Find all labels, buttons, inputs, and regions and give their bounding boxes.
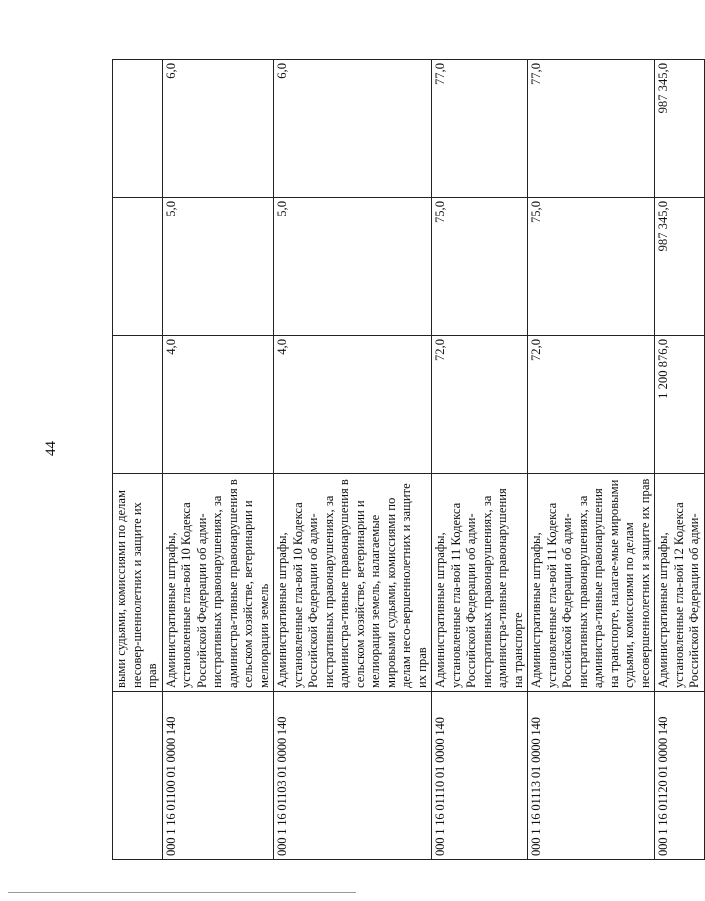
table-row	[274, 60, 432, 860]
revenue-code-cell	[113, 692, 163, 860]
value-cell-2	[113, 198, 163, 336]
value-cell-2: 75,0	[528, 198, 655, 336]
value-cell-2: 987 345,0	[655, 198, 705, 336]
value-cell-3: 987 345,0	[655, 60, 705, 198]
table-row	[528, 60, 655, 860]
value-cell-1: 1 200 876,0	[655, 336, 705, 474]
table-row	[432, 60, 528, 860]
table-row	[113, 60, 163, 860]
revenue-name-cell: выми судьями, комиссиями по делам несовер-шеннолетних и защите их прав	[113, 474, 163, 692]
value-cell-1: 4,0	[274, 336, 432, 474]
value-cell-2: 5,0	[274, 198, 432, 336]
revenue-code-cell: 000 1 16 01120 01 0000 140	[655, 692, 705, 860]
value-cell-3	[113, 60, 163, 198]
value-cell-3: 77,0	[528, 60, 655, 198]
value-cell-1: 4,0	[162, 336, 274, 474]
rotated-table-container	[112, 60, 701, 860]
revenue-name-cell: Административные штрафы, установленные гла-вой 11 Кодекса Российской Федерации об адми-нистративных правонарушениях, за администра-тивные правонарушения на транспорте, налагае-мые мировыми судьями, комиссиями по делам несовершеннолетних и защите их прав	[528, 474, 655, 692]
revenue-name-cell: Административные штрафы, установленные гла-вой 10 Кодекса Российской Федерации об адми-нистративных правонарушениях, за администра-тивные правонарушения в сельском хозяйстве, ветеринарии и мелиорации земель, налагаемые мировыми судьями, комиссиями по делам несо-вершеннолетних и защите их прав	[274, 474, 432, 692]
revenue-code-cell: 000 1 16 01100 01 0000 140	[162, 692, 274, 860]
revenue-code-cell: 000 1 16 01113 01 0000 140	[528, 692, 655, 860]
page-number: 44	[43, 441, 59, 456]
value-cell-2: 75,0	[432, 198, 528, 336]
value-cell-3: 6,0	[162, 60, 274, 198]
value-cell-2: 5,0	[162, 198, 274, 336]
revenue-name-cell: Административные штрафы, установленные гла-вой 11 Кодекса Российской Федерации об адми-нистративных правонарушениях, за администра-тивные правонарушения на транспорте	[432, 474, 528, 692]
table-row	[655, 60, 705, 860]
revenue-code-cell: 000 1 16 01110 01 0000 140	[432, 692, 528, 860]
value-cell-1: 72,0	[432, 336, 528, 474]
bottom-rule	[8, 892, 356, 893]
value-cell-3: 77,0	[432, 60, 528, 198]
table-row	[162, 60, 274, 860]
value-cell-3: 6,0	[274, 60, 432, 198]
revenue-name-cell: Административные штрафы, установленные гла-вой 10 Кодекса Российской Федерации об адми-нистративных правонарушениях, за администра-тивные правонарушения в сельском хозяйстве, ветеринарии и мелиорации земель	[162, 474, 274, 692]
value-cell-1	[113, 336, 163, 474]
value-cell-1: 72,0	[528, 336, 655, 474]
revenue-name-cell: Административные штрафы, установленные гла-вой 12 Кодекса Российской Федерации об адми-	[655, 474, 705, 692]
revenue-table	[112, 59, 705, 860]
revenue-code-cell: 000 1 16 01103 01 0000 140	[274, 692, 432, 860]
